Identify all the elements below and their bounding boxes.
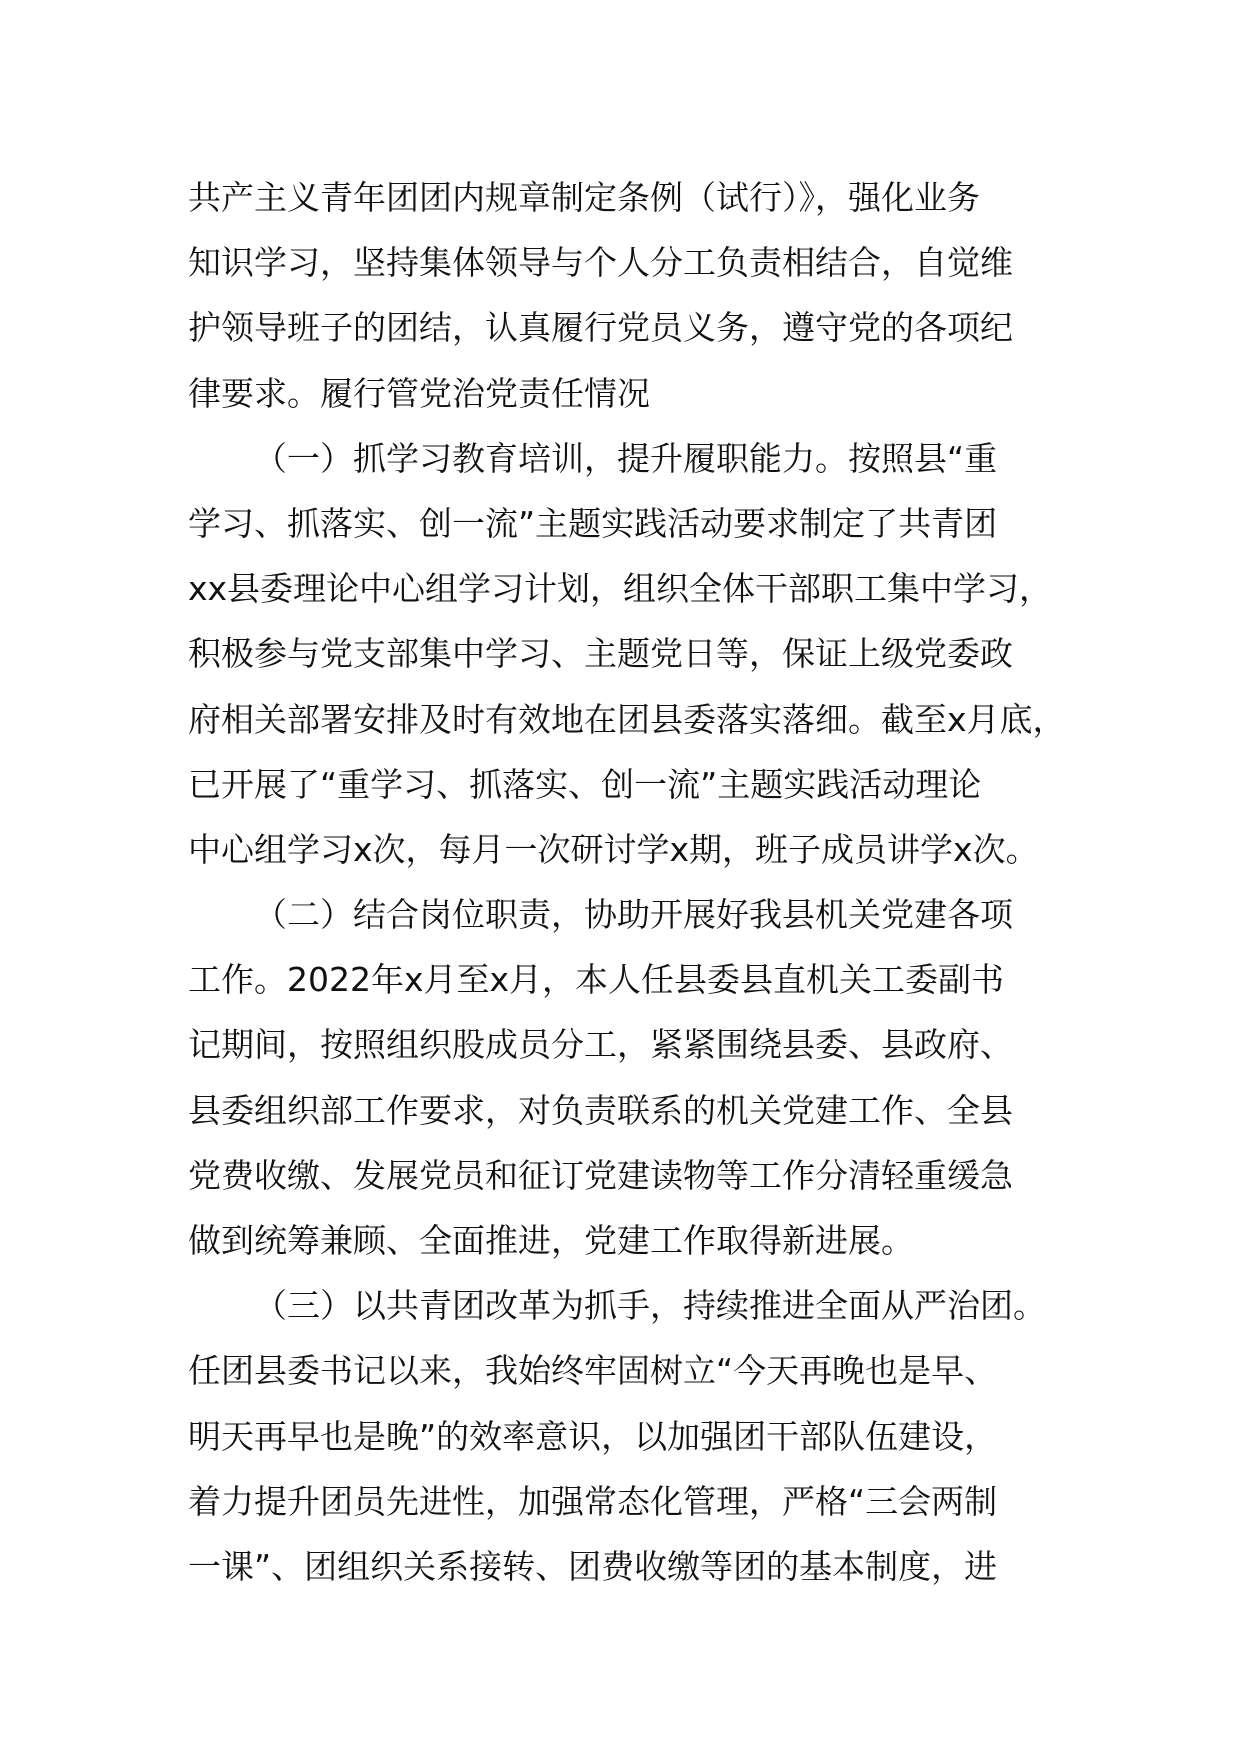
- text-line: 已开展了“重学习、抓落实、创一流”主题实践活动理论: [188, 764, 982, 804]
- paragraph-heading-1: （一）抓学习教育培训，提升履职能力。按照县“重: [254, 438, 998, 478]
- paragraph-heading-2: （二）结合岗位职责，协助开展好我县机关党建各项: [254, 895, 1013, 935]
- text-line: 中心组学习x次，每月一次研讨学x期，班子成员讲学x次。: [188, 829, 1039, 869]
- text-line: 着力提升团员先进性，加强常态化管理，严格“三会两制: [188, 1481, 998, 1521]
- text-line: 学习、抓落实、创一流”主题实践活动要求制定了共青团: [188, 503, 998, 543]
- document-body: [188, 165, 1088, 1599]
- text-line: 记期间，按照组织股成员分工，紧紧围绕县委、县政府、: [188, 1025, 1013, 1065]
- text-line: 明天再早也是晚”的效率意识，以加强团干部队伍建设，: [188, 1416, 998, 1456]
- text-line: 县委组织部工作要求，对负责联系的机关党建工作、全县: [188, 1090, 1013, 1130]
- paragraph-heading-3: （三）以共青团改革为抓手，持续推进全面从严治团。: [254, 1286, 1046, 1326]
- text-line: 任团县委书记以来，我始终牢固树立“今天再晚也是早、: [188, 1351, 998, 1391]
- text-line: 党费收缴、发展党员和征订党建读物等工作分清轻重缓急: [188, 1155, 1013, 1195]
- text-line: 做到统筹兼顾、全面推进，党建工作取得新进展。: [188, 1221, 914, 1260]
- text-line: 共产主义青年团团内规章制定条例（试行）》，强化业务: [188, 178, 980, 217]
- text-line: 一课”、团组织关系接转、团费收缴等团的基本制度，进: [188, 1546, 998, 1586]
- text-line: 积极参与党支部集中学习、主题党日等，保证上级党委政: [188, 634, 1013, 674]
- text-line: 知识学习，坚持集体领导与个人分工负责相结合，自觉维: [188, 243, 1013, 283]
- text-line: 律要求。履行管党治党责任情况: [188, 373, 650, 413]
- text-line: 府相关部署安排及时有效地在团县委落实落细。截至x月底，: [188, 699, 1066, 739]
- text-line: 护领导班子的团结，认真履行党员义务，遵守党的各项纪: [188, 308, 1013, 348]
- text-line: xx县委理论中心组学习计划，组织全体干部职工集中学习，: [188, 569, 1053, 609]
- text-line: 工作。2022年x月至x月，本人任县委县直机关工委副书: [188, 960, 1005, 1000]
